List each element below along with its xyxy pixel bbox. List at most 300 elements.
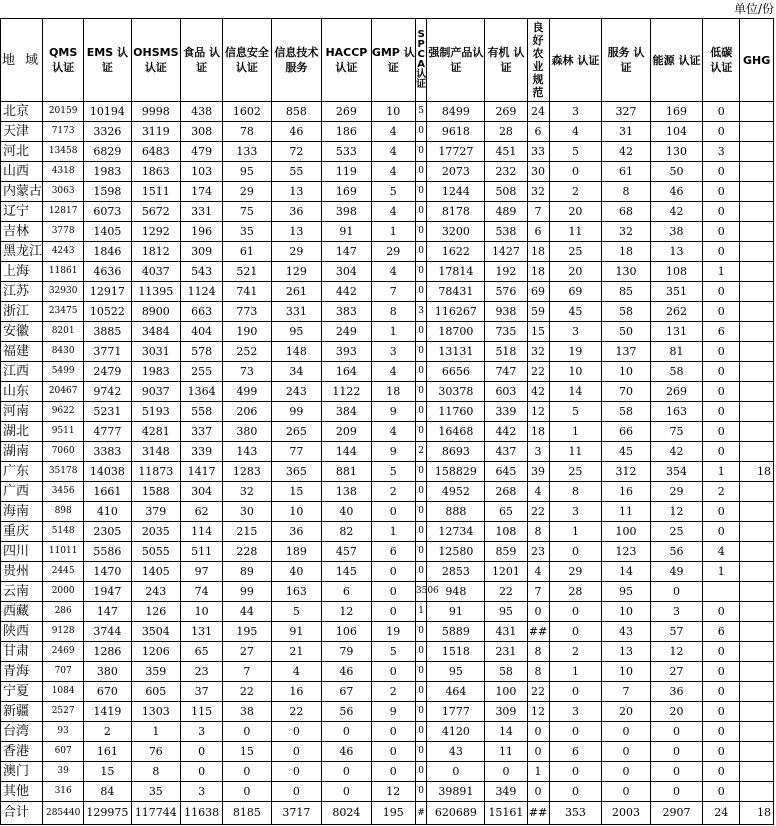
cell-energy: 108 [650,262,703,282]
cell-gmp: 0 [371,762,415,782]
cell-haccp: 46 [322,662,371,682]
cell-region: 合计 [1,802,43,825]
cell-spca: 0 [415,662,427,682]
cell-itservice: 129 [271,262,322,282]
cell-forest: 1 [549,422,602,442]
cell-qms: 2527 [43,702,84,722]
cell-ems: 670 [84,682,131,702]
cell-ohsms: 1292 [131,222,180,242]
cell-gmp: 4 [371,422,415,442]
cell-ghg [740,562,774,582]
cell-ems: 3771 [84,342,131,362]
cell-itservice: 40 [271,562,322,582]
cell-infosec: 7 [223,662,271,682]
cell-spca: 0 [415,782,427,802]
cell-ccc: 13131 [427,342,485,362]
cell-gmp: 0 [371,722,415,742]
cell-organic: 938 [485,302,527,322]
cell-gap: 7 [527,582,549,602]
cell-gmp: 3 [371,342,415,362]
cell-lowcarbon: 0 [703,122,740,142]
cell-gmp: 9 [371,702,415,722]
cell-service: 58 [602,402,650,422]
cell-service: 32 [602,222,650,242]
cell-organic: 15161 [485,802,527,825]
header-itservice: 信息技术服务 [271,19,322,102]
cell-spca: 0 [415,482,427,502]
cell-itservice: 189 [271,542,322,562]
cell-haccp: 0 [322,782,371,802]
cell-ohsms: 243 [131,582,180,602]
table-row [1,442,774,462]
cell-ghg [740,662,774,682]
cell-service: 85 [602,282,650,302]
table-row [1,482,774,502]
cell-energy: 269 [650,382,703,402]
cell-spca: 0 [415,742,427,762]
cell-food: 308 [181,122,223,142]
cell-spca: 0 [415,622,427,642]
cell-energy: 104 [650,122,703,142]
header-region: 地 域 [1,19,43,102]
cell-region: 内蒙古 [1,182,43,202]
cell-spca: # [415,802,427,825]
cell-food: 578 [181,342,223,362]
cell-haccp: 147 [322,242,371,262]
cell-itservice: 3717 [271,802,322,825]
cell-organic: 0 [485,762,527,782]
cell-food: 663 [181,302,223,322]
cell-qms: 2445 [43,562,84,582]
cell-energy: 49 [650,562,703,582]
cell-ems: 1661 [84,482,131,502]
cell-ems: 9742 [84,382,131,402]
header-spca: SPCA认证 [415,19,427,102]
cell-forest: 29 [549,562,602,582]
cell-ems: 2305 [84,522,131,542]
table-row [1,682,774,702]
cell-gmp: 0 [371,562,415,582]
header-ccc: 强制产品认证 [427,19,485,102]
cell-forest: 25 [549,242,602,262]
cell-itservice: 243 [271,382,322,402]
cell-spca: 1 [415,602,427,622]
cell-gap: 23 [527,542,549,562]
cell-infosec: 95 [223,162,271,182]
cell-itservice: 13 [271,222,322,242]
cell-spca: 0 [415,202,427,222]
cell-gmp: 29 [371,242,415,262]
cell-food: 10 [181,602,223,622]
cell-ohsms: 1863 [131,162,180,182]
cell-gap: 4 [527,482,549,502]
cell-service: 50 [602,322,650,342]
cell-service: 42 [602,142,650,162]
cell-ohsms: 3504 [131,622,180,642]
cell-region: 浙江 [1,302,43,322]
cell-ccc: 116267 [427,302,485,322]
cell-ccc: 18700 [427,322,485,342]
cell-ccc: 158829 [427,462,485,482]
cell-energy: 42 [650,202,703,222]
cell-organic: 508 [485,182,527,202]
cell-organic: 28 [485,122,527,142]
cell-organic: 232 [485,162,527,182]
cell-itservice: 72 [271,142,322,162]
cell-gap: 7 [527,202,549,222]
header-qms: QMS 认证 [43,19,84,102]
cell-region: 甘肃 [1,642,43,662]
cell-qms: 4243 [43,242,84,262]
cell-ems: 1419 [84,702,131,722]
total-row [1,802,774,825]
cell-itservice: 29 [271,242,322,262]
cell-itservice: 91 [271,622,322,642]
cell-energy: 36 [650,682,703,702]
cell-food: 558 [181,402,223,422]
cell-service: 312 [602,462,650,482]
cell-itservice: 261 [271,282,322,302]
cell-energy: 42 [650,442,703,462]
cell-energy: 75 [650,422,703,442]
cell-gmp: 4 [371,142,415,162]
cell-qms: 2469 [43,642,84,662]
cell-itservice: 858 [271,102,322,122]
cell-infosec: 30 [223,502,271,522]
cell-food: 103 [181,162,223,182]
cell-energy: 50 [650,162,703,182]
cell-region: 江苏 [1,282,43,302]
cell-organic: 747 [485,362,527,382]
cell-infosec: 27 [223,642,271,662]
cell-ohsms: 5193 [131,402,180,422]
cell-gmp: 0 [371,502,415,522]
cell-haccp: 457 [322,542,371,562]
cell-lowcarbon: 0 [703,382,740,402]
cell-energy: 130 [650,142,703,162]
cell-qms: 1084 [43,682,84,702]
cell-ohsms: 1812 [131,242,180,262]
cell-qms: 3778 [43,222,84,242]
cell-food: 0 [181,762,223,782]
cell-haccp: 0 [322,762,371,782]
cell-gmp: 18 [371,382,415,402]
cell-ccc: 888 [427,502,485,522]
header-ghg: GHG [740,19,774,102]
cell-gap: 18 [527,262,549,282]
cell-region: 河北 [1,142,43,162]
cell-ems: 1405 [84,222,131,242]
table-row [1,242,774,262]
cell-organic: 576 [485,282,527,302]
cell-itservice: 331 [271,302,322,322]
table-row [1,222,774,242]
cell-forest: 20 [549,202,602,222]
cell-ghg [740,382,774,402]
cell-ccc: 464 [427,682,485,702]
cell-lowcarbon: 0 [703,342,740,362]
cell-gap: 8 [527,522,549,542]
cell-organic: 268 [485,482,527,502]
cell-ghg [740,322,774,342]
cell-ohsms: 605 [131,682,180,702]
cell-ghg [740,542,774,562]
cell-ohsms: 4037 [131,262,180,282]
cell-food: 255 [181,362,223,382]
cell-organic: 22 [485,582,527,602]
cell-qms: 20159 [43,102,84,122]
cell-organic: 518 [485,342,527,362]
cell-spca: 3506 [415,582,427,602]
cell-haccp: 209 [322,422,371,442]
cell-ems: 1470 [84,562,131,582]
cell-infosec: 206 [223,402,271,422]
cell-ccc: 8499 [427,102,485,122]
cell-forest: 0 [549,162,602,182]
cell-ohsms: 3119 [131,122,180,142]
cell-gap: 1 [527,762,549,782]
cell-infosec: 252 [223,342,271,362]
cell-haccp: 67 [322,682,371,702]
cell-service: 70 [602,382,650,402]
cell-food: 438 [181,102,223,122]
cell-service: 45 [602,442,650,462]
cell-ghg [740,502,774,522]
cell-service: 16 [602,482,650,502]
cell-ccc: 1518 [427,642,485,662]
table-row [1,502,774,522]
cell-gmp: 5 [371,462,415,482]
cell-ccc: 95 [427,662,485,682]
table-row [1,182,774,202]
cell-itservice: 4 [271,662,322,682]
cell-ccc: 17727 [427,142,485,162]
cell-qms: 32930 [43,282,84,302]
cell-region: 辽宁 [1,202,43,222]
cell-food: 11638 [181,802,223,825]
cell-ghg [740,142,774,162]
cell-ems: 1598 [84,182,131,202]
cell-food: 62 [181,502,223,522]
cell-ohsms: 5055 [131,542,180,562]
cell-qms: 3456 [43,482,84,502]
cell-lowcarbon: 0 [703,502,740,522]
cell-haccp: 12 [322,602,371,622]
cell-ccc: 948 [427,582,485,602]
cell-gmp: 2 [371,682,415,702]
cell-forest: 28 [549,582,602,602]
cell-ems: 4777 [84,422,131,442]
cell-service: 0 [602,762,650,782]
cell-qms: 9622 [43,402,84,422]
cell-food: 0 [181,742,223,762]
cell-organic: 1201 [485,562,527,582]
cell-qms: 898 [43,502,84,522]
cell-qms: 3063 [43,182,84,202]
cell-region: 湖北 [1,422,43,442]
cell-qms: 93 [43,722,84,742]
cell-lowcarbon: 3 [703,142,740,162]
cell-food: 196 [181,222,223,242]
cell-energy: 262 [650,302,703,322]
cell-energy: 13 [650,242,703,262]
cell-haccp: 164 [322,362,371,382]
cell-lowcarbon: 0 [703,222,740,242]
cell-haccp: 79 [322,642,371,662]
cell-region: 江西 [1,362,43,382]
cell-ohsms: 11873 [131,462,180,482]
cell-ems: 4636 [84,262,131,282]
cell-ccc: 1622 [427,242,485,262]
cell-ghg [740,222,774,242]
cell-ghg [740,102,774,122]
cell-ems: 3744 [84,622,131,642]
cell-infosec: 44 [223,602,271,622]
cell-ohsms: 76 [131,742,180,762]
cell-spca: 0 [415,282,427,302]
cell-infosec: 195 [223,622,271,642]
header-gmp: GMP 认证 [371,19,415,102]
cell-ccc: 17814 [427,262,485,282]
cell-ems: 129975 [84,802,131,825]
cell-organic: 859 [485,542,527,562]
cell-gap: 12 [527,702,549,722]
cell-energy: 0 [650,582,703,602]
cell-itservice: 0 [271,722,322,742]
cell-gap: 8 [527,662,549,682]
cell-itservice: 95 [271,322,322,342]
cell-ems: 10194 [84,102,131,122]
cell-region: 陕西 [1,622,43,642]
cell-haccp: 138 [322,482,371,502]
cell-gap: 59 [527,302,549,322]
cell-lowcarbon: 0 [703,442,740,462]
cell-gap: 30 [527,162,549,182]
cell-forest: 5 [549,402,602,422]
cell-service: 10 [602,662,650,682]
cell-service: 130 [602,262,650,282]
cell-lowcarbon: 0 [703,602,740,622]
cell-spca: 0 [415,562,427,582]
cell-food: 479 [181,142,223,162]
cell-ccc: 11760 [427,402,485,422]
cell-ghg [740,162,774,182]
cell-region: 宁夏 [1,682,43,702]
header-forest: 森林 认证 [549,19,602,102]
cell-service: 137 [602,342,650,362]
table-row [1,722,774,742]
cell-spca: 0 [415,342,427,362]
cell-infosec: 190 [223,322,271,342]
cell-gmp: 10 [371,102,415,122]
cell-itservice: 13 [271,182,322,202]
cell-gmp: 6 [371,542,415,562]
cell-ccc: 12734 [427,522,485,542]
header-ohsms: OHSMS 认证 [131,19,180,102]
cell-food: 1417 [181,462,223,482]
header-food: 食品 认证 [181,19,223,102]
cell-haccp: 106 [322,622,371,642]
cell-food: 3 [181,782,223,802]
cell-ghg [740,282,774,302]
cell-ghg [740,762,774,782]
cell-infosec: 75 [223,202,271,222]
cell-food: 1124 [181,282,223,302]
cell-gmp: 0 [371,602,415,622]
cell-region: 天津 [1,122,43,142]
cell-lowcarbon: 0 [703,522,740,542]
cell-ccc: 4120 [427,722,485,742]
cell-ems: 5231 [84,402,131,422]
cell-gap: 42 [527,382,549,402]
cell-haccp: 145 [322,562,371,582]
cell-gmp: 1 [371,522,415,542]
cell-lowcarbon: 0 [703,762,740,782]
cell-region: 新疆 [1,702,43,722]
cell-energy: 0 [650,722,703,742]
cell-region: 其他 [1,782,43,802]
cell-gap: 12 [527,402,549,422]
cell-ccc: 43 [427,742,485,762]
cell-infosec: 73 [223,362,271,382]
table-row [1,622,774,642]
cell-service: 43 [602,622,650,642]
cell-infosec: 35 [223,222,271,242]
cell-ghg [740,262,774,282]
cell-service: 95 [602,582,650,602]
cell-gap: 22 [527,682,549,702]
cell-food: 115 [181,702,223,722]
cell-ohsms: 359 [131,662,180,682]
cell-qms: 285440 [43,802,84,825]
cell-ohsms: 1303 [131,702,180,722]
cell-infosec: 499 [223,382,271,402]
cell-lowcarbon: 0 [703,282,740,302]
cell-forest: 353 [549,802,602,825]
cell-forest: 5 [549,142,602,162]
cell-ohsms: 1206 [131,642,180,662]
cell-organic: 231 [485,642,527,662]
cell-ccc: 5889 [427,622,485,642]
cell-qms: 8201 [43,322,84,342]
cell-lowcarbon: 1 [703,562,740,582]
cell-itservice: 36 [271,522,322,542]
table-row [1,602,774,622]
cell-ghg [740,122,774,142]
cell-spca: 0 [415,682,427,702]
header-haccp: HACCP 认证 [322,19,371,102]
cell-itservice: 5 [271,602,322,622]
cell-ccc: 91 [427,602,485,622]
cell-lowcarbon: 24 [703,802,740,825]
table-row [1,742,774,762]
cell-organic: 442 [485,422,527,442]
cell-food: 114 [181,522,223,542]
cell-ghg [740,202,774,222]
cell-ems: 1286 [84,642,131,662]
header-row [1,19,774,102]
cell-ccc: 620689 [427,802,485,825]
header-service: 服务 认证 [602,19,650,102]
header-ems: EMS 认证 [84,19,131,102]
cell-organic: 1427 [485,242,527,262]
cell-lowcarbon: 0 [703,362,740,382]
cell-service: 123 [602,542,650,562]
cell-lowcarbon: 0 [703,202,740,222]
cell-gmp: 4 [371,362,415,382]
cell-ems: 5586 [84,542,131,562]
cell-service: 68 [602,202,650,222]
